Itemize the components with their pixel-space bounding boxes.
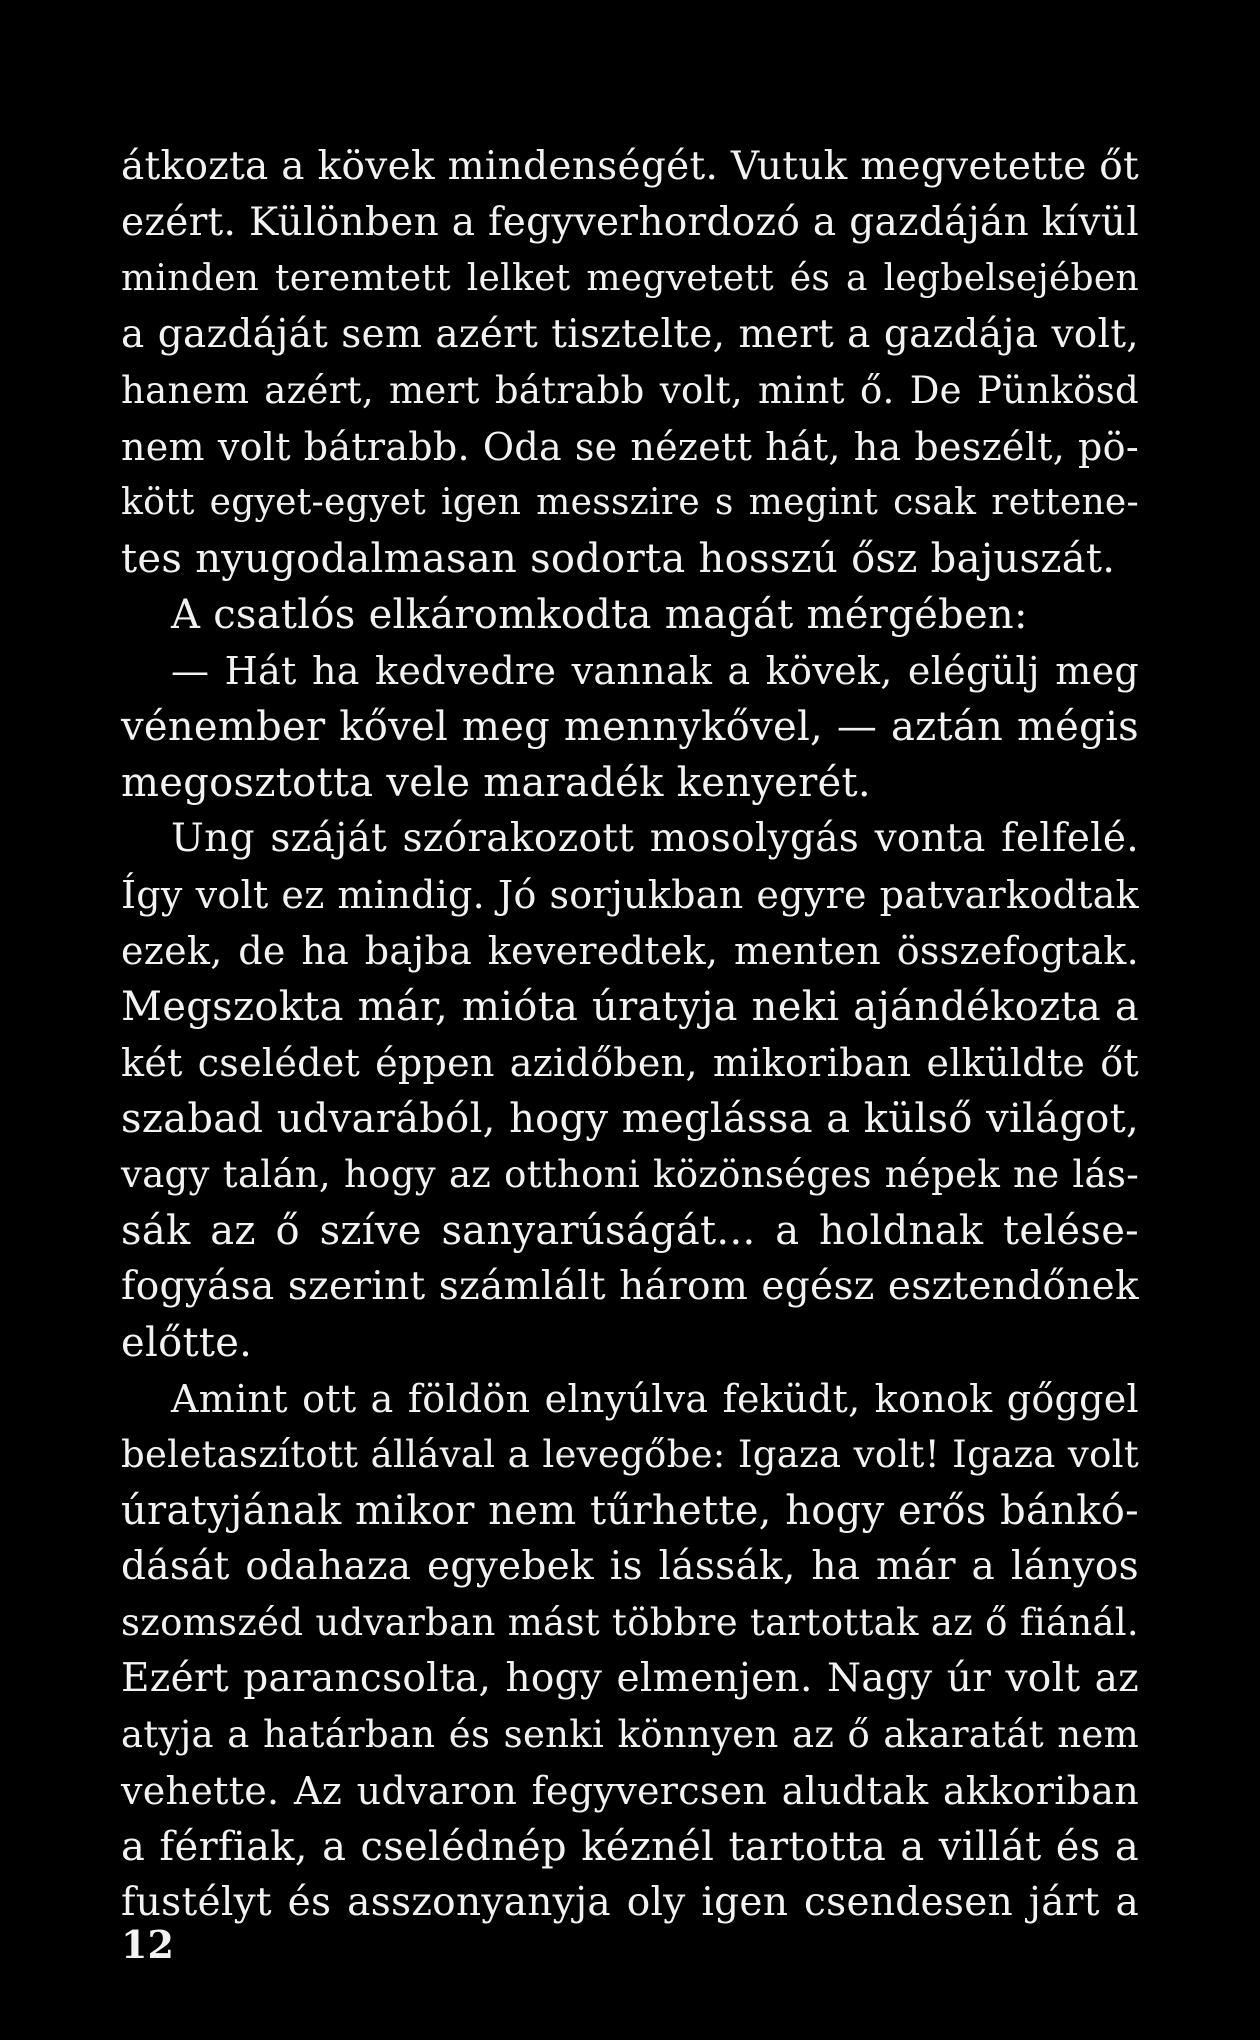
page-body: [121, 139, 1139, 1931]
text-line: Megszokta már, mióta úratyja neki ajándékozta a: [121, 984, 1139, 1030]
text-line: megosztotta vele maradék kenyerét.: [121, 760, 871, 806]
text-line: minden teremtett lelket megvetett és a legbelsejében: [121, 258, 1139, 299]
text-line: — Hát ha kedvedre vannak a kövek, elégülj meg: [171, 649, 1139, 693]
text-line: sák az ő szíve sanyarúságát... a holdnak telése-: [121, 1208, 1139, 1254]
text-line: két cselédet éppen azidőben, mikoriban elküldte őt: [121, 1041, 1139, 1085]
text-line: átkozta a kövek mindenségét. Vutuk megvetette őt: [121, 144, 1140, 189]
text-line: A csatlós elkáromkodta magát mérgében:: [171, 592, 1028, 638]
text-line: Amint ott a földön elnyúlva feküdt, konok gőggel: [171, 1377, 1139, 1421]
text-line: dását odahaza egyebek is lássák, ha már a lányos: [121, 1544, 1139, 1589]
text-line: Ezért parancsolta, hogy elmenjen. Nagy úr volt az: [121, 1656, 1139, 1701]
text-line: hanem azért, mert bátrabb volt, mint ő. De Pünkösd: [121, 369, 1139, 412]
text-line: előtte.: [121, 1320, 253, 1366]
text-line: vagy talán, hogy az otthoni közönséges népek ne lás-: [121, 1153, 1139, 1196]
text-line: szomszéd udvarban mást többre tartottak az ő fiánál.: [121, 1601, 1139, 1644]
page-number: 12: [121, 1922, 174, 1967]
text-line: fustélyt és asszonyanyja oly igen csendesen járt a: [121, 1880, 1139, 1925]
text-line: vehette. Az udvaron fegyvercsen aludtak akkoriban: [121, 1769, 1139, 1813]
text-line: úratyjának mikor nem tűrhette, hogy erős bánkó-: [121, 1488, 1139, 1534]
text-line: Így volt ez mindig. Jó sorjukban egyre patvarkodtak: [121, 873, 1139, 917]
text-line: atyja a határban és senki könnyen az ő akaratát nem: [121, 1713, 1139, 1756]
text-line: a férfiak, a cselédnép kéznél tartotta a villát és a: [121, 1824, 1139, 1870]
text-line: ezek, de ha bajba keveredtek, menten összefogtak.: [121, 929, 1139, 973]
text-line: ezért. Különben a fegyverhordozó a gazdáján kívül: [121, 200, 1139, 245]
text-line: szabad udvarából, hogy meglássa a külső világot,: [121, 1096, 1139, 1142]
text-line: a gazdáját sem azért tisztelte, mert a gazdája volt,: [121, 312, 1139, 357]
text-line: nem volt bátrabb. Oda se nézett hát, ha beszélt, pö-: [121, 425, 1139, 469]
text-line: tes nyugodalmasan sodorta hosszú ősz bajuszát.: [121, 536, 1116, 582]
text-line: vénember kővel meg mennykővel, — aztán mégis: [121, 704, 1139, 750]
text-line: Ung száját szórakozott mosolygás vonta felfelé.: [171, 816, 1139, 861]
text-line: fogyása szerint számlált három egész esztendőnek: [121, 1264, 1139, 1309]
text-line: beletaszított állával a levegőbe: Igaza volt! Igaza volt: [121, 1433, 1139, 1476]
text-line: kött egyet-egyet igen messzire s megint csak rettene-: [121, 482, 1139, 523]
